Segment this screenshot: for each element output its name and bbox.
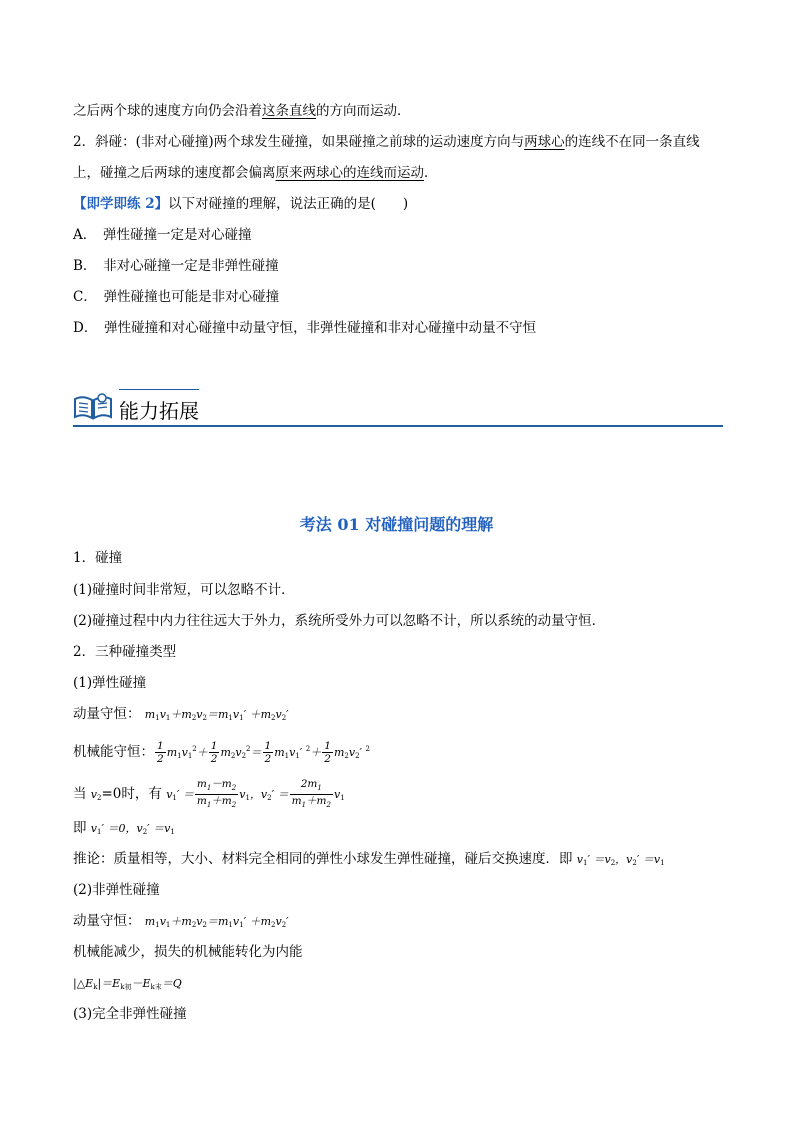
fraction: $\frac{1}{2}$ [264, 740, 272, 765]
inference [73, 849, 723, 873]
formula: $m_1v_1'$ $^2$＋ [274, 745, 322, 760]
momentum-eq-1 [73, 704, 723, 728]
formula: $v_1$，$v_2'$ ＝ [239, 788, 289, 802]
energy-loss-eq [73, 973, 723, 997]
formula: $v_1'$ ＝ [166, 788, 194, 802]
exercise-question [73, 194, 723, 214]
condition: =0 [101, 786, 122, 802]
label: 机械能守恒： [73, 744, 154, 760]
formula: $v_1' =v_2$，$v_2' =v_1$ [576, 853, 665, 867]
para-line-2 [73, 132, 723, 152]
point-1: (1)碰撞时间非常短，可以忽略不计． [73, 582, 295, 598]
exercise-tag: 【即学即练 2】 [73, 196, 169, 212]
label: 当 [73, 786, 87, 802]
energy-loss: 机械能减少，损失的机械能转化为内能 [73, 944, 303, 960]
option-c: C． 弹性碰撞也可能是非对心碰撞 [73, 289, 280, 305]
open-book-icon [73, 391, 113, 423]
point-2: (2)碰撞过程中内力往往远大于外力，系统所受外力可以忽略不计，所以系统的动量守恒． [73, 613, 606, 629]
text: 的连线不在同一条直线 [564, 134, 700, 150]
section-title: 能力拓展 [119, 399, 199, 423]
text: 2．斜碰：(非对心碰撞)两个球发生碰撞，如果碰撞之前球的运动速度方向与 [73, 134, 525, 150]
inelastic-title: (2)非弹性碰撞 [73, 882, 160, 898]
fraction: $\frac{1}{2}$ [157, 740, 164, 765]
velocity-result [73, 776, 723, 812]
label: 动量守恒： [73, 913, 141, 929]
para-line-3 [73, 163, 723, 183]
formula: $m_2v_2^2=$ [220, 745, 262, 760]
text: 上，碰撞之后两球的速度都会偏离 [73, 165, 276, 181]
para-line-1 [73, 101, 723, 121]
section-header [73, 389, 723, 429]
formula: $|\triangle E_k|=E_{k初}-E_{k末}=Q$ [73, 977, 182, 991]
section-bottom-rule [73, 425, 723, 427]
fraction: $\frac{1}{2}$ [210, 740, 218, 765]
section-top-rule [119, 389, 199, 390]
option-a: A． 弹性碰撞一定是对心碰撞 [73, 227, 252, 243]
label: 即 [73, 820, 87, 836]
text: 之后两个球的速度方向仍会沿着 [73, 103, 262, 119]
energy-eq [73, 732, 723, 766]
momentum-eq-2 [73, 911, 723, 935]
elastic-title: (1)弹性碰撞 [73, 675, 147, 691]
underlined-text: 这条直线 [262, 103, 316, 119]
formula: $v_1' =0$，$v_2' =v_1$ [90, 822, 175, 836]
label: 时，有 [121, 786, 162, 802]
fraction: $\frac{1}{2}$ [324, 740, 331, 765]
formula: $m_1v_1+m_2v_2=m_1v_1' +m_2v_2'$ [144, 708, 289, 722]
formula: $v_1$ [334, 788, 345, 802]
formula: $m_1v_1+m_2v_2=m_1v_1' +m_2v_2'$ [144, 915, 289, 929]
text: 的方向而运动． [316, 103, 411, 119]
fraction: $\frac{2m_1}{m_1+m_2}$ [291, 777, 331, 810]
option-d: D． 弹性碰撞和对心碰撞中动量守恒，非弹性碰撞和非对心碰撞中动量不守恒 [73, 320, 537, 336]
formula: $m_1v_1^2+$ [166, 745, 208, 760]
perfectly-inelastic-title: (3)完全非弹性碰撞 [73, 1006, 187, 1022]
inference-text: 推论：质量相等，大小、材料完全相同的弹性小球发生弹性碰撞，碰后交换速度．即 [73, 851, 573, 867]
question-text: 以下对碰撞的理解，说法正确的是( ) [168, 196, 409, 212]
label: 动量守恒： [73, 706, 141, 722]
formula: $v_2$ [90, 788, 102, 802]
heading-three-types: 2．三种碰撞类型 [73, 644, 177, 660]
fraction: $\frac{m_1-m_2}{m_1+m_2}$ [196, 777, 237, 810]
heading-collision: 1．碰撞 [73, 550, 123, 566]
underlined-text: 原来两球心的连线而运动 [275, 165, 424, 181]
equal-mass-result [73, 818, 723, 842]
option-b: B． 非对心碰撞一定是非弹性碰撞 [73, 258, 279, 274]
text: ． [424, 165, 438, 181]
underlined-text: 两球心 [524, 134, 565, 150]
formula: $m_2v_2'$ $^2$ [333, 745, 370, 760]
kaofa-title: 考法 01 对碰撞问题的理解 [299, 515, 494, 534]
